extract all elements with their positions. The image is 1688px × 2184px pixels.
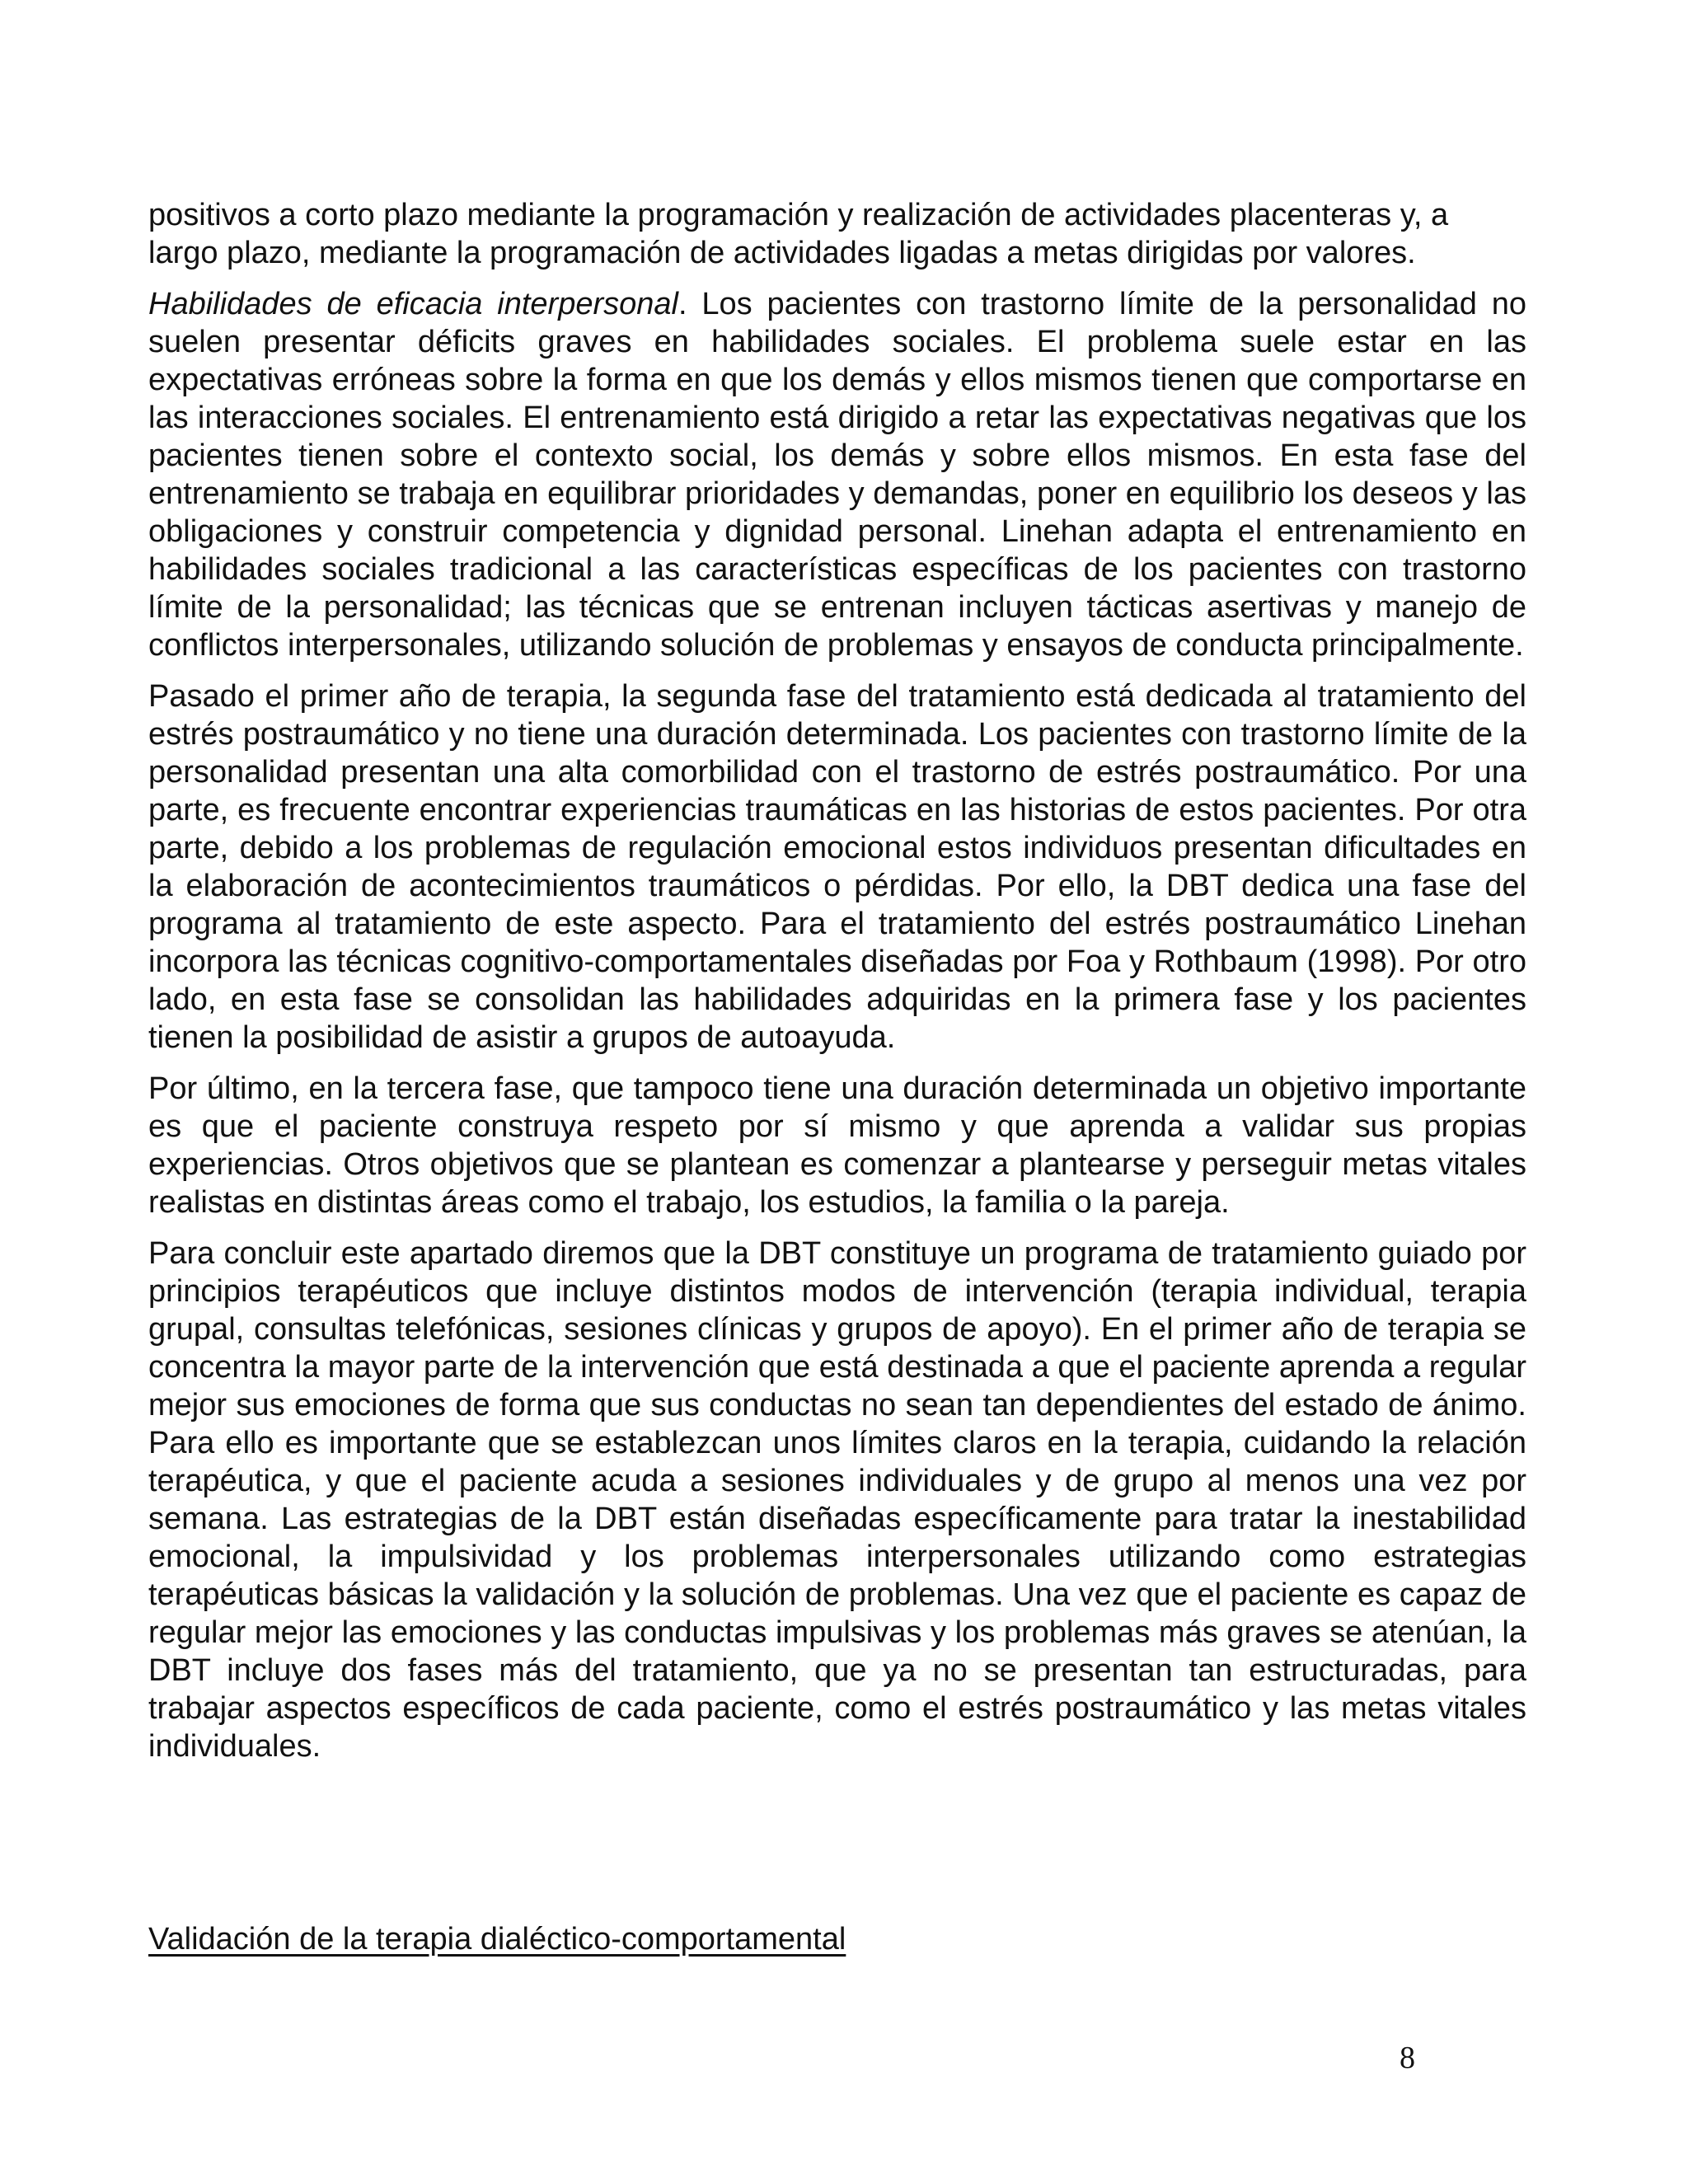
document-body — [148, 196, 1526, 1779]
paragraph-5: Para concluir este apartado diremos que la DBT constituye un programa de tratamiento guiado por principios terapéuticos que incluye distintos modos de intervención (terapia individual, terapia grupal, consultas telefónicas, sesiones clínicas y grupos de apoyo). En el primer año de terapia se concentra la mayor parte de la intervención que está destinada a que el paciente aprenda a regular mejor sus emociones de forma que sus conductas no sean tan dependientes del estado de ánimo. Para ello es importante que se establezcan unos límites claros en la terapia, cuidando la relación terapéutica, y que el paciente acuda a sesiones individuales y de grupo al menos una vez por semana. Las estrategias de la DBT están diseñadas específicamente para tratar la inestabilidad emocional, la impulsividad y los problemas interpersonales utilizando como estrategias terapéuticas básicas la validación y la solución de problemas. Una vez que el paciente es capaz de regular mejor las emociones y las conductas impulsivas y los problemas más graves se atenúan, la DBT incluye dos fases más del tratamiento, que ya no se presentan tan estructuradas, para trabajar aspectos específicos de cada paciente, como el estrés postraumático y las metas vitales individuales. — [148, 1236, 1526, 1764]
paragraph-2-text: . Los pacientes con trastorno límite de la personalidad no suelen presentar déficits graves en habilidades sociales. El problema suele estar en las expectativas erróneas sobre la forma en que los demás y ellos mismos tienen que comportarse en las interacciones sociales. El entrenamiento está dirigido a retar las expectativas negativas que los pacientes tienen sobre el contexto social, los demás y sobre ellos mismos. En esta fase del entrenamiento se trabaja en equilibrar prioridades y demandas, poner en equilibrio los deseos y las obligaciones y construir competencia y dignidad personal. Linehan adapta el entrenamiento en habilidades sociales tradicional a las características específicas de los pacientes con trastorno límite de la personalidad; las técnicas que se entrenan incluyen tácticas asertivas y manejo de conflictos interpersonales, utilizando solución de problemas y ensayos de conducta principalmente. — [148, 287, 1527, 663]
paragraph-4: Por último, en la tercera fase, que tampoco tiene una duración determinada un objetivo importante es que el paciente construya respeto por sí mismo y que aprenda a validar sus propias experiencias. Otros objetivos que se plantean es comenzar a plantearse y perseguir metas vitales realistas en distintas áreas como el trabajo, los estudios, la familia o la pareja. — [148, 1071, 1526, 1220]
paragraph-2-italic-lead: Habilidades de eficacia interpersonal — [148, 287, 678, 321]
paragraph-1: positivos a corto plazo mediante la programación y realización de actividades placenteras y, a largo plazo, mediante la programación de actividades ligadas a metas dirigidas por valores. — [148, 198, 1449, 270]
page-number: 8 — [1400, 2041, 1415, 2075]
paragraph-2 — [148, 285, 1526, 664]
section-heading: Validación de la terapia dialéctico-comportamental — [148, 1922, 846, 1957]
paragraph-3: Pasado el primer año de terapia, la segunda fase del tratamiento está dedicada al tratamiento del estrés postraumático y no tiene una duración determinada. Los pacientes con trastorno límite de la personalidad presentan una alta comorbilidad con el trastorno de estrés postraumático. Por una parte, es frecuente encontrar experiencias traumáticas en las historias de estos pacientes. Por otra parte, debido a los problemas de regulación emocional estos individuos presentan dificultades en la elaboración de acontecimientos traumáticos o pérdidas. Por ello, la DBT dedica una fase del programa al tratamiento de este aspecto. Para el tratamiento del estrés postraumático Linehan incorpora las técnicas cognitivo-comportamentales diseñadas por Foa y Rothbaum (1998). Por otro lado, en esta fase se consolidan las habilidades adquiridas en la primera fase y los pacientes tienen la posibilidad de asistir a grupos de autoayuda. — [148, 679, 1526, 1055]
